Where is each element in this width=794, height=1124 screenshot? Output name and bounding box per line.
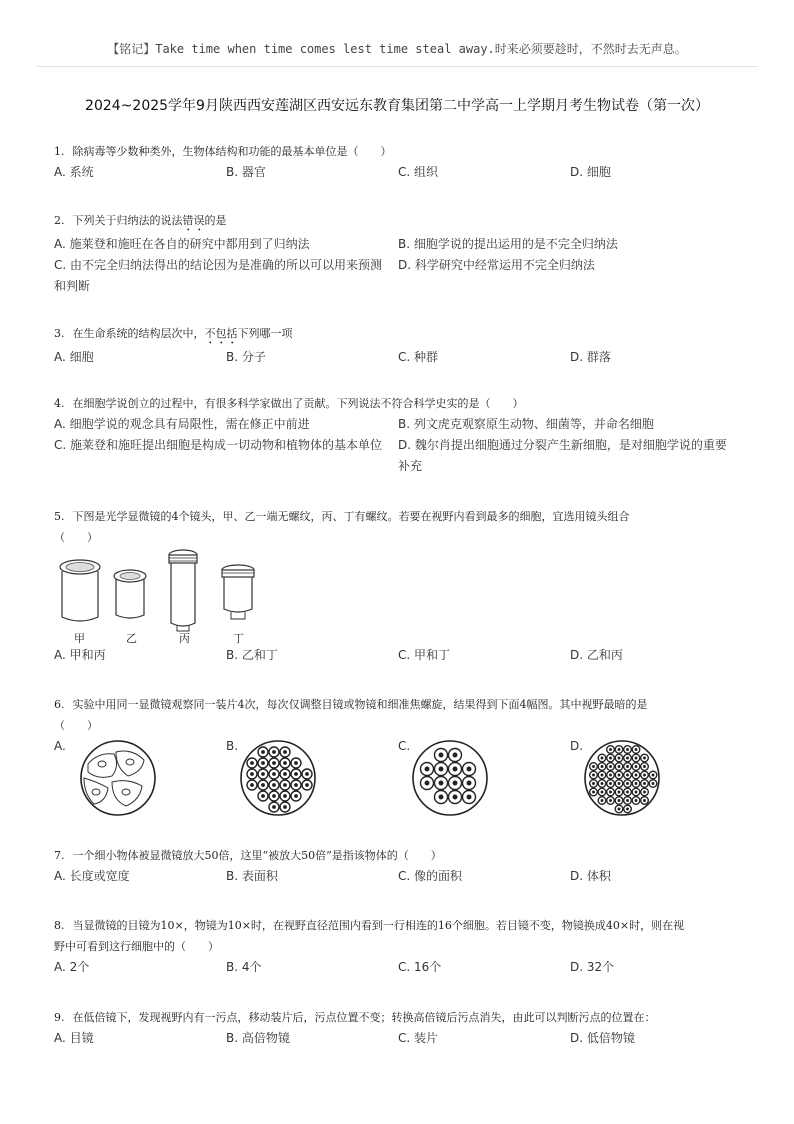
cell-nucleus-icon <box>425 767 430 772</box>
cell-nucleus-icon <box>635 774 638 777</box>
cell-nucleus-icon <box>643 765 646 768</box>
lens-label-yi: 乙 <box>126 632 137 645</box>
cell-nucleus-icon <box>453 781 458 786</box>
cell-nucleus-icon <box>425 781 430 786</box>
question-number: 6. <box>54 698 65 711</box>
cell-nucleus-icon <box>609 774 612 777</box>
cell-nucleus-icon <box>439 795 444 800</box>
cell-nucleus-icon <box>592 774 595 777</box>
cell-nucleus-icon <box>261 794 265 798</box>
question-stem: 下图是光学显微镜的4个镜头，甲、乙一端无螺纹，丙、丁有螺纹。若要在视野内看到最多的细胞，宜选用镜头组合 <box>72 510 630 523</box>
cell-nucleus-icon <box>601 757 604 760</box>
exam-title: 2024~2025学年9月陕西西安莲湖区西安远东教育集团第二中学高一上学期月考生物试卷（第一次） <box>85 98 709 114</box>
cell-nucleus-icon <box>643 757 646 760</box>
question-number: 2. <box>54 214 65 227</box>
cell-nucleus-icon <box>626 757 629 760</box>
cell-nucleus-icon <box>283 761 287 765</box>
question-number: 8. <box>54 919 65 932</box>
cell-nucleus-icon <box>626 791 629 794</box>
cell-nucleus-icon <box>618 757 621 760</box>
cell-nucleus-icon <box>294 772 298 776</box>
question-6 <box>54 694 754 736</box>
cell-nucleus-icon <box>609 799 612 802</box>
cell-nucleus-icon <box>618 808 621 811</box>
lens-jia-icon <box>60 560 100 621</box>
option-b[interactable]: B. 细胞学说的提出运用的是不完全归纳法 <box>398 237 618 251</box>
cell-nucleus-icon <box>635 791 638 794</box>
lens-bing-icon <box>169 550 197 631</box>
cell-nucleus-icon <box>283 805 287 809</box>
question-9 <box>54 1007 754 1049</box>
cell-nucleus-icon <box>601 799 604 802</box>
cell-nucleus-icon <box>609 765 612 768</box>
cell-nucleus-icon <box>601 765 604 768</box>
option-d[interactable]: D. <box>570 739 584 753</box>
lens-label-jia: 甲 <box>74 632 85 645</box>
cell-nucleus-icon <box>601 791 604 794</box>
cell-nucleus-icon <box>601 782 604 785</box>
cell-nucleus-icon <box>609 782 612 785</box>
cell-nucleus-icon <box>439 781 444 786</box>
cell-nucleus-icon <box>626 782 629 785</box>
cell-nucleus-icon <box>635 782 638 785</box>
cell-nucleus-icon <box>618 791 621 794</box>
cell-nucleus-icon <box>618 799 621 802</box>
lens-yi-icon <box>114 570 146 618</box>
question-stem: 一个细小物体被显微镜放大50倍，这里“被放大50倍”是指该物体的（ ） <box>72 849 442 862</box>
question-stem: 在低倍镜下，发现视野内有一污点，移动装片后，污点位置不变；转换高倍镜后污点消失，由此可以判断污点的位置在： <box>72 1011 656 1024</box>
question-stem: 下列关于归纳法的说法 <box>72 214 183 227</box>
question-stem-continued: 野中可看到这行细胞中的（ ） <box>54 940 219 953</box>
field-view-a-icon <box>81 741 155 815</box>
microscope-views-figure <box>70 738 670 820</box>
cell-nucleus-icon <box>626 765 629 768</box>
option-d[interactable]: D. 体积 <box>570 869 611 883</box>
cell-nucleus-icon <box>261 750 265 754</box>
cell-nucleus-icon <box>635 748 638 751</box>
cell-nucleus-icon <box>643 791 646 794</box>
lens-label-bing: 丙 <box>179 632 190 645</box>
cell-nucleus-icon <box>467 795 472 800</box>
option-a[interactable]: A. 甲和丙 <box>54 648 106 662</box>
question-stem: 实验中用同一显微镜观察同一装片4次，每次仅调整目镜或物镜和细准焦螺旋，结果得到下面4幅图。其中视野最暗的是 <box>72 698 648 711</box>
cell-nucleus-icon <box>643 774 646 777</box>
cell-nucleus-icon <box>453 795 458 800</box>
answer-blank: （ ） <box>54 719 98 732</box>
cell-nucleus-icon <box>601 774 604 777</box>
option-c[interactable]: C. 施莱登和施旺提出细胞是构成一切动物和植物体的基本单位 <box>54 438 383 452</box>
option-a[interactable]: A. <box>54 739 66 753</box>
question-number: 1. <box>54 145 65 158</box>
option-c[interactable]: C. 16个 <box>398 960 442 974</box>
option-c[interactable]: C. 装片 <box>398 1031 439 1045</box>
question-stem-end: 的是 <box>204 214 227 227</box>
answer-blank: （ ） <box>54 531 98 544</box>
option-c[interactable]: C. 由不完全归纳法得出的结论因为是准确的所以可以用来预测和判断 <box>54 258 383 293</box>
cell-nucleus-icon <box>305 783 309 787</box>
option-a[interactable]: A. 长度或宽度 <box>54 869 130 883</box>
option-c[interactable]: C. 种群 <box>398 350 439 364</box>
cell-nucleus-icon <box>261 761 265 765</box>
option-a[interactable]: A. 2个 <box>54 960 90 974</box>
question-5 <box>54 506 754 548</box>
cell-nucleus-icon <box>272 794 276 798</box>
question-stem: 在生命系统的结构层次中， <box>72 327 205 340</box>
question-number: 5. <box>54 510 65 523</box>
cell-nucleus-icon <box>618 782 621 785</box>
lens-ding-icon <box>222 565 254 619</box>
cell-nucleus-icon <box>283 783 287 787</box>
cell-nucleus-icon <box>250 783 254 787</box>
question-1 <box>54 141 754 183</box>
question-2 <box>54 210 754 297</box>
option-b[interactable]: B. 表面积 <box>226 869 278 883</box>
cell-nucleus-icon <box>272 750 276 754</box>
cell-nucleus-icon <box>272 772 276 776</box>
option-b[interactable]: B. <box>226 739 239 753</box>
question-5-options <box>54 645 754 666</box>
field-view-b-icon <box>241 741 315 815</box>
option-b[interactable]: B. 乙和丁 <box>226 648 278 662</box>
lens-label-ding: 丁 <box>233 632 244 645</box>
option-d[interactable]: D. 群落 <box>570 350 611 364</box>
cell-nucleus-icon <box>592 791 595 794</box>
cell-nucleus-icon <box>618 765 621 768</box>
cell-nucleus-icon <box>294 761 298 765</box>
cell-nucleus-icon <box>618 748 621 751</box>
question-stem: 当显微镜的目镜为10×，物镜为10×时，在视野直径范围内看到一行相连的16个细胞。若目镜不变，物镜换成40×时，则在视 <box>72 919 685 932</box>
option-a[interactable]: A. 细胞 <box>54 350 94 364</box>
question-number: 3. <box>54 327 65 340</box>
motto-header: 【铭记】Take time when time comes lest time steal away.时来必须要趁时，不然时去无声息。 <box>107 42 687 56</box>
question-7 <box>54 845 754 887</box>
cell-nucleus-icon <box>294 794 298 798</box>
option-b[interactable]: B. 4个 <box>226 960 262 974</box>
cell-nucleus-icon <box>283 794 287 798</box>
cell-nucleus-icon <box>467 781 472 786</box>
cell-nucleus-icon <box>272 783 276 787</box>
cell-nucleus-icon <box>261 772 265 776</box>
question-4 <box>54 393 754 477</box>
option-b[interactable]: B. 列文虎克观察原生动物、细菌等，并命名细胞 <box>398 417 654 431</box>
emphasis-text: 不包括 <box>204 327 238 340</box>
cell-nucleus-icon <box>272 761 276 765</box>
cell-nucleus-icon <box>618 774 621 777</box>
emphasis-text: 错误 <box>182 214 205 227</box>
cell-nucleus-icon <box>609 791 612 794</box>
question-number: 7. <box>54 849 65 862</box>
field-view-c-icon <box>413 741 487 815</box>
option-c[interactable]: C. 组织 <box>398 165 439 179</box>
option-a[interactable]: A. 系统 <box>54 165 94 179</box>
cell-nucleus-icon <box>592 765 595 768</box>
option-c[interactable]: C. 像的面积 <box>398 869 463 883</box>
cell-nucleus-icon <box>453 753 458 758</box>
question-number: 9. <box>54 1011 65 1024</box>
cell-nucleus-icon <box>609 757 612 760</box>
cell-nucleus-icon <box>635 799 638 802</box>
cell-nucleus-icon <box>467 767 472 772</box>
option-b[interactable]: B. 高倍物镜 <box>226 1031 290 1045</box>
option-c[interactable]: C. 甲和丁 <box>398 648 451 662</box>
cell-nucleus-icon <box>283 750 287 754</box>
question-stem: 在细胞学说创立的过程中，有很多科学家做出了贡献。下列说法不符合科学史实的是（ ） <box>72 397 524 410</box>
cell-nucleus-icon <box>626 808 629 811</box>
cell-nucleus-icon <box>250 761 254 765</box>
question-number: 4. <box>54 397 65 410</box>
cell-nucleus-icon <box>626 799 629 802</box>
option-c[interactable]: C. <box>398 739 411 753</box>
cell-nucleus-icon <box>635 765 638 768</box>
option-a[interactable]: A. 目镜 <box>54 1031 94 1045</box>
question-8 <box>54 915 754 978</box>
option-a[interactable]: A. 细胞学说的观念具有局限性，需在修正中前进 <box>54 417 310 431</box>
option-d[interactable]: D. 低倍物镜 <box>570 1031 635 1045</box>
cell-nucleus-icon <box>439 753 444 758</box>
cell-nucleus-icon <box>305 772 309 776</box>
cell-nucleus-icon <box>652 782 655 785</box>
cell-nucleus-icon <box>626 774 629 777</box>
cell-nucleus-icon <box>250 772 254 776</box>
option-d[interactable]: D. 科学研究中经常运用不完全归纳法 <box>398 258 595 272</box>
option-d[interactable]: D. 魏尔肖提出细胞通过分裂产生新细胞，是对细胞学说的重要补充 <box>398 438 727 473</box>
cell-nucleus-icon <box>453 767 458 772</box>
question-3 <box>54 323 754 368</box>
cell-nucleus-icon <box>283 772 287 776</box>
option-a[interactable]: A. 施莱登和施旺在各自的研究中都用到了归纳法 <box>54 237 310 251</box>
cell-nucleus-icon <box>643 782 646 785</box>
cell-nucleus-icon <box>652 774 655 777</box>
option-d[interactable]: D. 32个 <box>570 960 615 974</box>
option-d[interactable]: D. 乙和丙 <box>570 648 623 662</box>
cell-nucleus-icon <box>294 783 298 787</box>
cell-nucleus-icon <box>592 782 595 785</box>
question-stem: 除病毒等少数种类外，生物体结构和功能的最基本单位是（ ） <box>72 145 392 158</box>
option-b[interactable]: B. 分子 <box>226 350 266 364</box>
field-view-d-icon <box>585 741 659 815</box>
cell-nucleus-icon <box>439 767 444 772</box>
cell-nucleus-icon <box>261 783 265 787</box>
cell-nucleus-icon <box>635 757 638 760</box>
cell-nucleus-icon <box>609 748 612 751</box>
cell-nucleus-icon <box>272 805 276 809</box>
option-b[interactable]: B. 器官 <box>226 165 266 179</box>
question-stem-end: 下列哪一项 <box>237 327 293 340</box>
header-divider <box>36 66 758 67</box>
option-d[interactable]: D. 细胞 <box>570 165 611 179</box>
cell-nucleus-icon <box>643 799 646 802</box>
cell-nucleus-icon <box>626 748 629 751</box>
